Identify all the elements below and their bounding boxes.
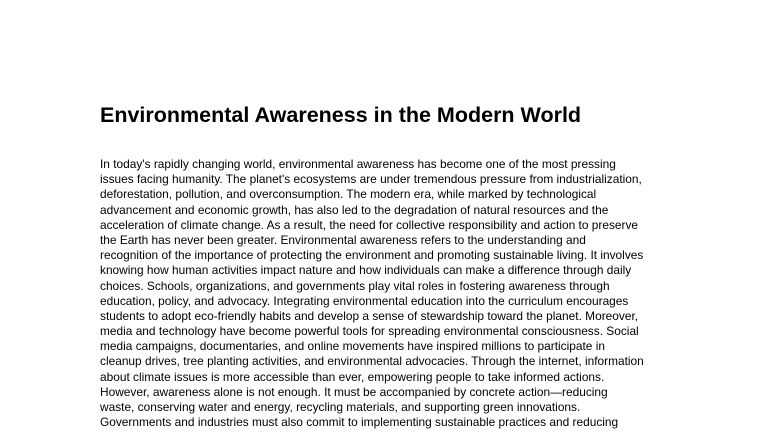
- paragraph-line: knowing how human activities impact nature and how individuals can make a difference through daily: [100, 263, 632, 278]
- paragraph-line: advancement and economic growth, has also led to the degradation of natural resources and the: [100, 202, 609, 217]
- paragraph-line: deforestation, pollution, and overconsumption. The modern era, while marked by technological: [100, 187, 597, 202]
- paragraph-line: media campaigns, documentaries, and online movements have inspired millions to participate in: [100, 339, 605, 354]
- paragraph-line: students to adopt eco-friendly habits and develop a sense of stewardship toward the planet. Moreover,: [100, 308, 639, 323]
- paragraph-line: waste, conserving water and energy, recycling materials, and supporting green innovations.: [100, 400, 581, 414]
- paragraph-line: education, policy, and advocacy. Integrating environmental education into the curriculum encourages: [100, 293, 629, 308]
- paragraph-line: the Earth has never been greater. Environmental awareness refers to the understanding and: [100, 232, 586, 247]
- paragraph-line: acceleration of climate change. As a result, the need for collective responsibility and action to preserve: [100, 217, 639, 232]
- paragraph-line: media and technology have become powerful tools for spreading environmental consciousness. Social: [100, 324, 639, 339]
- paragraph-line: about climate issues is more accessible than ever, empowering people to take informed actions.: [100, 369, 605, 384]
- paragraph-line: choices. Schools, organizations, and governments play vital roles in fostering awareness through: [100, 278, 610, 293]
- paragraph-line: recognition of the importance of protecting the environment and promoting sustainable living. It involves: [100, 248, 644, 263]
- paragraph-line: In today's rapidly changing world, environmental awareness has become one of the most pressing: [100, 157, 616, 171]
- paragraph-line: issues facing humanity. The planet's ecosystems are under tremendous pressure from industrialization,: [100, 172, 642, 187]
- paragraph-line: However, awareness alone is not enough. It must be accompanied by concrete action—reducing: [100, 384, 608, 399]
- paragraph-line: cleanup drives, tree planting activities, and environmental advocacies. Through the internet, information: [100, 354, 644, 369]
- document-title: Environmental Awareness in the Modern World: [100, 103, 582, 127]
- paragraph-line: Governments and industries must also commit to implementing sustainable practices and reducing: [100, 415, 619, 430]
- document-body-paragraph: [100, 157, 720, 430]
